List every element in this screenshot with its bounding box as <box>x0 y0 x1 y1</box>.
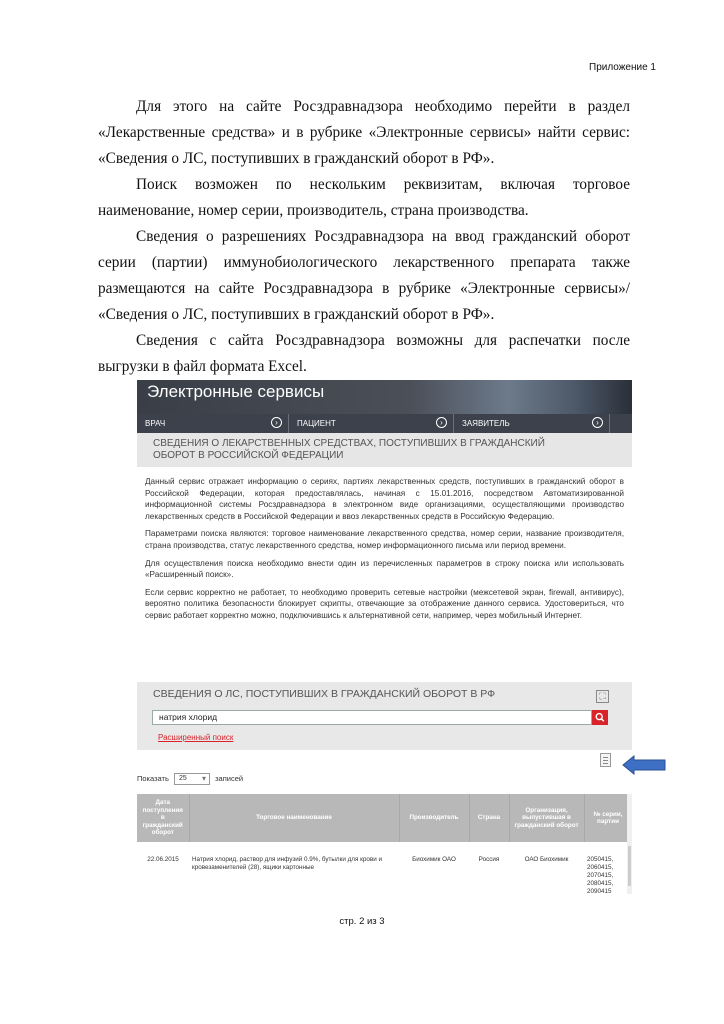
manufacturer-cell: Биохимик ОАО <box>412 856 456 863</box>
banner-title: Электронные сервисы <box>147 382 325 401</box>
series-number: 2050415, <box>587 856 614 863</box>
page-size-select[interactable] <box>174 773 210 785</box>
service-description <box>145 476 624 628</box>
banner <box>137 380 632 414</box>
paragraph: Сведения о разрешениях Росздравнадзора на ввод гражданский оборот серии (партии) иммунобиологического лекарственного препарата также размещаются на сайте Росздравнадзора в рубрике «Электронные сервисы»/ «Сведения о ЛС, поступивших в гражданский оборот в РФ». <box>98 228 630 323</box>
search-button[interactable] <box>592 710 608 725</box>
country-cell: Россия <box>478 856 500 863</box>
series-number: 2090415 <box>587 888 612 895</box>
series-number: 2070415, <box>587 872 614 879</box>
chevron-right-icon: › <box>592 417 603 428</box>
column-header[interactable]: Дата поступления в гражданский оборот <box>137 794 189 842</box>
website-screenshot <box>137 380 632 896</box>
excel-export-icon[interactable] <box>600 753 611 767</box>
paragraph: Сведения с сайта Росздравнадзора возможны для распечатки после выгрузки в файл формата Excel. <box>98 332 630 375</box>
column-header[interactable]: Производитель <box>399 794 469 842</box>
name-cell: Натрия хлорид, раствор для инфузий 0.9%, бутылки для крови и кровезаменителей (28), ящики картонные <box>192 856 383 871</box>
description-paragraph: Если сервис корректно не работает, то необходимо проверить сетевые настройки (межсетевой экран, firewall, антивирус), вероятно политика безопасности блокирует скрипты, отвечающие за отображение данного сервиса. Удостовериться, что сервис работает корректно можно, подключившись к альтернативной сети, например, через мобильный Интернет. <box>145 587 624 620</box>
paragraph: Для этого на сайте Росздравнадзора необходимо перейти в раздел «Лекарственные средства» и в рубрике «Электронные сервисы» найти сервис: «Сведения о ЛС, поступивших в гражданский оборот в РФ». <box>98 98 630 167</box>
table-header-row <box>137 794 632 842</box>
series-number: 2060415, <box>587 864 614 871</box>
appendix-label: Приложение 1 <box>589 62 656 73</box>
service-header <box>137 433 632 467</box>
nav-item-applicant[interactable] <box>454 414 610 433</box>
show-label: Показать <box>137 774 169 783</box>
service-title: СВЕДЕНИЯ О ЛЕКАРСТВЕННЫХ СРЕДСТВАХ, ПОСТУПИВШИХ В ГРАЖДАНСКИЙ ОБОРОТ В РОССИЙСКОЙ ФЕДЕРАЦИИ <box>153 438 545 461</box>
column-header[interactable]: Организация, выпустившая в гражданский оборот <box>509 794 584 842</box>
date-cell: 22.06.2015 <box>147 856 179 863</box>
search-panel <box>137 682 632 750</box>
series-number: 2080415, <box>587 880 614 887</box>
document-body <box>98 94 630 380</box>
table-scrollbar[interactable] <box>627 794 632 894</box>
page-size-value: 25 <box>178 775 187 783</box>
arrow-left-icon <box>622 755 666 775</box>
advanced-search-link[interactable]: Расширенный поиск <box>158 733 234 742</box>
results-table <box>137 794 632 896</box>
nav-item-patient[interactable] <box>289 414 454 433</box>
page-size-control <box>137 773 243 785</box>
search-icon <box>592 710 608 725</box>
nav-item-label: ЗАЯВИТЕЛЬ <box>462 419 510 428</box>
chevron-right-icon: › <box>436 417 447 428</box>
nav-item-label: ПАЦИЕНТ <box>297 419 336 428</box>
series-cell <box>584 842 632 896</box>
organization-cell: ОАО Биохимик <box>524 856 569 863</box>
paragraph: Поиск возможен по нескольким реквизитам, включая торговое наименование, номер серии, производитель, страна производства. <box>98 176 630 219</box>
column-header[interactable]: Торговое наименование <box>189 794 399 842</box>
nav-bar <box>137 414 632 433</box>
records-label: записей <box>215 774 244 783</box>
search-panel-title: СВЕДЕНИЯ О ЛС, ПОСТУПИВШИХ В ГРАЖДАНСКИЙ ОБОРОТ В РФ <box>153 688 496 700</box>
description-paragraph: Для осуществления поиска необходимо внести один из перечисленных параметров в строку поиска или использовать «Расширенный поиск». <box>145 558 624 580</box>
page-footer: стр. 2 из 3 <box>339 916 385 927</box>
table-row[interactable] <box>137 842 632 896</box>
fullscreen-icon[interactable]: ⛶ <box>596 690 609 703</box>
search-input[interactable]: натрия хлорид <box>152 710 592 725</box>
nav-item-label: ВРАЧ <box>145 419 166 428</box>
chevron-right-icon: › <box>271 417 282 428</box>
nav-item-doctor[interactable] <box>137 414 289 433</box>
column-header[interactable]: Страна <box>469 794 509 842</box>
description-paragraph: Параметрами поиска являются: торговое наименование лекарственного средства, номер серии, название производителя, страна производства, статус лекарственного средства, номер информационного письма или период времени. <box>145 529 624 550</box>
column-header[interactable]: № серии, партии <box>584 794 632 842</box>
description-paragraph: Данный сервис отражает информацию о сериях, партиях лекарственных средств, поступивших в гражданский оборот в Российской Федерации, которая предоставлялась, начиная с 15.01.2016, посредством Автоматизированной информационной системы Росздравнадзора в электронном виде организациями, осуществляющими производство лекарственных средств в Российской Федерации и ввоз лекарственных средств в Российскую Федерацию. <box>145 477 624 521</box>
